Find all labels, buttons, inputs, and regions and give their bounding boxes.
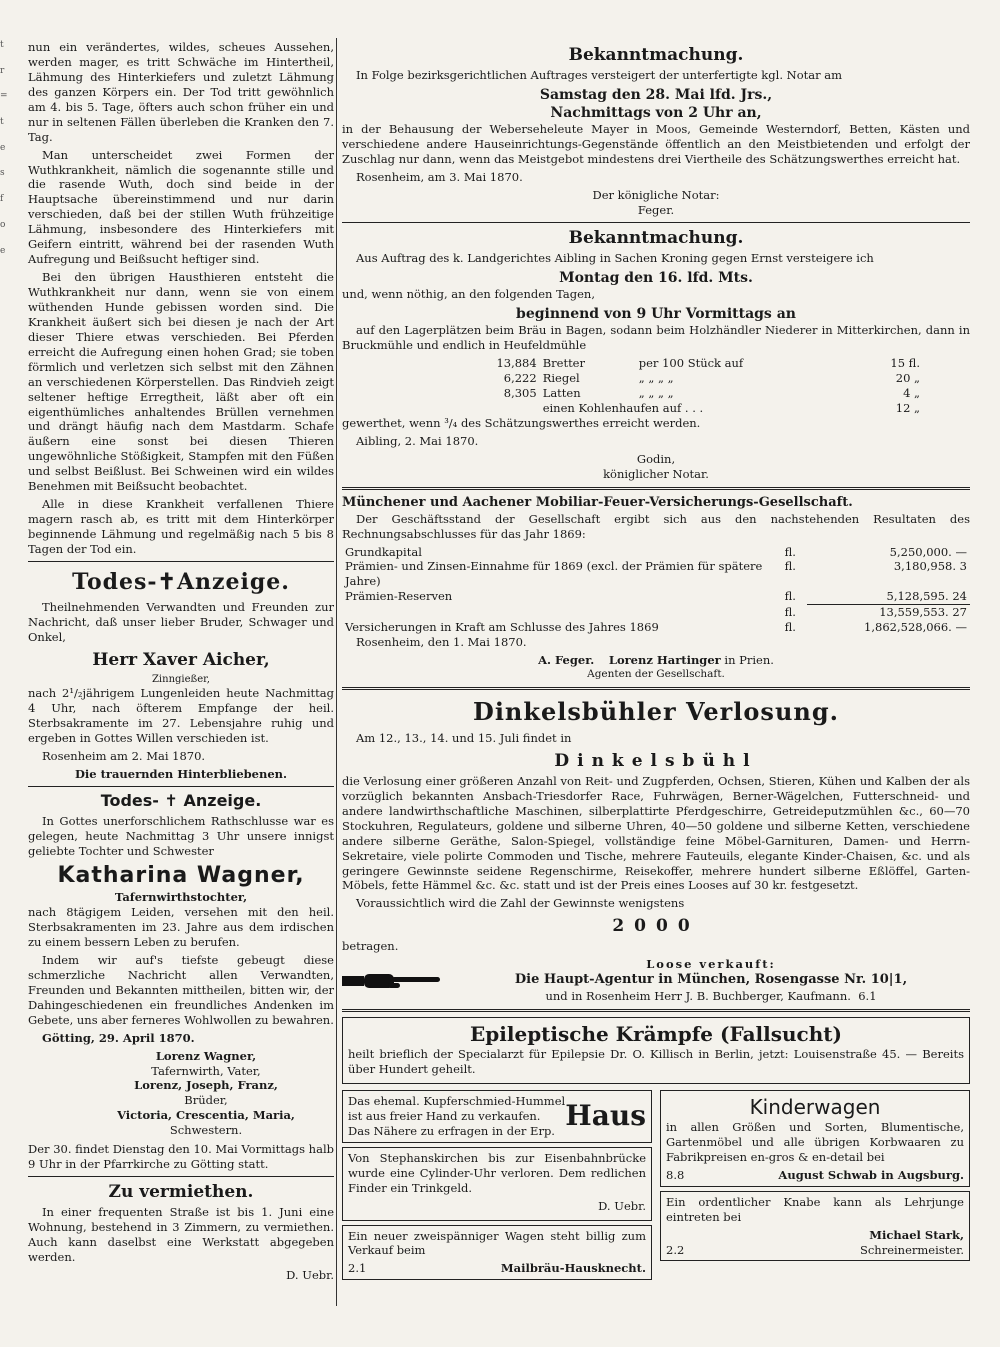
deceased-occupation: Tafernwirthstochter, [114, 890, 248, 905]
lottery-title: Dinkelsbühler Verlosung. [473, 696, 839, 726]
house-line: ist aus freier Hand zu verkaufen. [348, 1108, 541, 1123]
agent-name: A. Feger. [538, 653, 595, 668]
auction-date: Samstag den 28. Mai lfd. Jrs., [539, 87, 773, 104]
wagon-sig: Mailbräu-Hausknecht. [500, 1261, 646, 1276]
table-row: Prämien-Reserven fl. 5,128,595. 24 [342, 589, 970, 604]
signer-line: Lorenz Wagner, [155, 1048, 257, 1063]
house-big: Haus [565, 1099, 646, 1133]
signer-line: Lorenz, Joseph, Franz, [134, 1078, 278, 1093]
lost-watch-ad [342, 1147, 652, 1221]
table-row: 13,884 Bretter per 100 Stück auf 15 fl. [496, 356, 920, 371]
notice-auction-moos [342, 44, 970, 218]
signature-name: Godin, [636, 451, 676, 466]
deceased-occupation: Zinngießer, [151, 674, 210, 686]
left-column [28, 40, 334, 1286]
insurance-table [342, 545, 970, 636]
signature-role: königlicher Notar. [603, 466, 709, 481]
divider [28, 786, 334, 787]
pram-title: Kinderwagen [749, 1094, 881, 1119]
house-line: Das ehemal. Kupferschmied-Hummel [348, 1093, 566, 1108]
pram-body: in allen Größen und Sorten, Blumentische, Gartenmöbel und alle übrigen Korbwaaren zu Fabrikpreisen en-gros & en-detail bei [666, 1119, 964, 1164]
house-line: Das Nähere zu erfragen in der Erp. [348, 1123, 555, 1138]
pram-footer [666, 1168, 964, 1183]
lottery-agency-row [342, 957, 970, 1004]
divider [28, 561, 334, 562]
agent-place: in Prien. [724, 653, 774, 668]
article-paragraph: nun ein verändertes, wildes, scheues Aussehen, werden mager, es tritt Schwäche im Hintertheil, Lähmung des Hinterkiefers und zuletzt Lähmung des ganzen Körpers ein. Der Tod tritt gewöhnlich am 4. bis 5. Tage, öfters auch schon früher ein und nur in seltenen Fällen überleben die Kranken den 7. Tag. [28, 40, 334, 144]
article-paragraph: Bei den übrigen Hausthieren entsteht die Wuthkrankheit nur dann, wenn sie von einem wüthenden Hunde gebissen worden sind. Die Krankheit äußert sich bei diesen je nach der Art dieser Thiere etwas verschieden. Bei Pferden erreicht die Aufregung einen hohen Grad; sie toben förmlich und verletzen sich selbst mit den Zähnen an verschiedenen Körperstellen. Das Rindvieh zeigt seltener heftige Erregtheit, läßt aber oft ein eigenthümliches anhaltendes Brüllen vernehmen und drängt häufig nach dem Mastdarm. Schafe äußern eine sonst bei diesen Thieren ungewöhnliche Stößigkeit, Stampfen mit den Füßen und selbst Beißlust. Bei Schweinen wird ein wildes Benehmen mit Beißsucht beobachtet. [28, 270, 334, 494]
apprentice-body: Ein ordentlicher Knabe kann als Lehrjunge eintreten bei [666, 1194, 964, 1224]
notice-intro: In Gottes unerforschlichem Rathschlusse war es gelegen, heute Nachmittag 3 Uhr unsere innigst geliebte Tochter und Schwester [28, 813, 334, 858]
apprentice-sig2: Schreinermeister. [859, 1242, 964, 1257]
auction-date: Montag den 16. lfd. Mts. [559, 270, 753, 287]
notice-intro: Theilnehmenden Verwandten und Freunden zur Nachricht, daß unser lieber Bruder, Schwager und Onkel, [28, 600, 334, 645]
table-row: Grundkapital fl. 5,250,000. — [345, 544, 967, 559]
house-ad [342, 1090, 652, 1143]
notice-title: Bekanntmachung. [568, 45, 744, 65]
place-date: Rosenheim am 2. Mai 1870. [42, 749, 206, 764]
watch-ref: D. Uebr. [598, 1198, 646, 1213]
death-notice-wagner [28, 791, 334, 1172]
timber-table [452, 356, 923, 416]
notice-title: Todes-✝Anzeige. [72, 568, 290, 595]
table-row: fl. 13,559,553. 27 [784, 604, 967, 620]
apprentice-ad [660, 1191, 970, 1262]
article-paragraph: Alle in diese Krankheit verfallenen Thiere magern rasch ab, es tritt mit dem Hinterkörper beginnende Lähmung und regelmäßig nach 5 bis 8 Tagen der Tod ein. [28, 497, 334, 556]
signers [28, 1049, 334, 1139]
divider [342, 687, 970, 690]
insurance-statement [342, 495, 970, 682]
notice-tail: gewerthet, wenn ³/₄ des Schätzungswerthes erreicht werden. [342, 416, 701, 430]
pram-ref: 8.8 [666, 1167, 685, 1182]
pram-ad [660, 1090, 970, 1187]
agents-label: Agenten der Gesellschaft. [587, 668, 725, 681]
notice-body-2: Indem wir auf's tiefste gebeugt diese schmerzliche Nachricht allen Verwandten, Freunden und Bekannten mittheilen, bitten wir, der Dahingeschiedenen ein freundliches Andenken im Gebete, uns aber ferneres Wohlwollen zu bewahren. [28, 952, 334, 1027]
notice-body: in der Behausung der Weberseheleute Mayer in Moos, Gemeinde Westerndorf, Betten, Kästen und verschiedene andere Hauseinrichtungs-Gegenstände öffentlich an den Meistbietenden und erfolgt der Zuschlag nur dann, wenn das Meistgebot mindestens drei Viertheile des Schätzungswerthes erreicht hat. [342, 122, 970, 167]
lottery-ad [342, 696, 970, 1004]
signer-line: Tafernwirth, Vater, [151, 1063, 261, 1078]
rent-ref: D. Uebr. [286, 1267, 334, 1282]
funeral-note: Der 30. findet Dienstag den 10. Mai Vormittags halb 9 Uhr in der Pfarrkirche zu Götting statt. [28, 1142, 334, 1172]
lottery-sold: Loose verkauft: [646, 957, 776, 972]
notice-title: Bekanntmachung. [568, 228, 744, 249]
notice-body: nach 2¹/₂jährigem Lungenleiden heute Nachmittag 4 Uhr, nach öfterem Empfange der heil. Sterbsakramente im 27. Lebensjahre ruhig und ergeben in Gottes Willen verschieden ist. [28, 686, 334, 746]
divider [342, 487, 970, 490]
epilepsy-ad [342, 1017, 970, 1084]
notice-mid: und, wenn nöthig, an den folgenden Tagen, [342, 287, 595, 302]
column-separator [336, 38, 337, 1306]
table-row: Versicherungen in Kraft am Schlusse des Jahres 1869 fl. 1,862,528,066. — [345, 620, 967, 635]
table-row: 6,222 Riegel „ „ „ „ 20 „ [503, 371, 920, 386]
signature-role: Der königliche Notar: [592, 188, 720, 203]
small-ads-left [342, 1090, 652, 1280]
wagon-body: Ein neuer zweispänniger Wagen steht billig zum Verkauf beim [348, 1228, 646, 1258]
signer-line: Victoria, Crescentia, Maria, [117, 1108, 295, 1123]
pram-sig: August Schwab in Augsburg. [778, 1167, 964, 1182]
table-row: einen Kohlenhaufen auf . . . 12 „ [542, 401, 920, 416]
lottery-ref: 6.1 [858, 989, 877, 1004]
divider [28, 1176, 334, 1177]
lottery-dates: Am 12., 13., 14. und 15. Juli findet in [356, 730, 572, 745]
signer-line: Schwestern. [169, 1123, 243, 1138]
lottery-local: und in Rosenheim Herr J. B. Buchberger, Kaufmann. 6.1 [545, 989, 877, 1004]
agents [342, 653, 970, 668]
small-ads-row [342, 1090, 970, 1280]
notice-body: nach 8tägigem Leiden, versehen mit den heil. Sterbsakramenten im 23. Jahre aus dem irdischen zu einem bessern Leben zu berufen. [28, 905, 334, 950]
signoff: Die trauernden Hinterbliebenen. [74, 767, 288, 782]
epilepsy-title: Epileptische Krämpfe (Fallsucht) [470, 1022, 842, 1047]
left-margin-fragments: t r = t e s f o e [0, 40, 8, 256]
wagon-ad [342, 1225, 652, 1281]
deceased-name: Herr Xaver Aicher, [92, 650, 270, 671]
rent-body: In einer frequenten Straße ist bis 1. Juni eine Wohnung, bestehend in 3 Zimmern, zu vermiethen. Auch kann daselbst eine Werkstatt abgegeben werden. [28, 1205, 334, 1264]
place-date: Rosenheim, am 3. Mai 1870. [356, 170, 523, 185]
watch-body: Von Stephanskirchen bis zur Eisenbahnbrücke wurde eine Cylinder-Uhr verloren. Dem redlichen Finder ein Trinkgeld. [348, 1150, 646, 1195]
notice-auction-aibling [342, 227, 970, 482]
place-date: Götting, 29. April 1870. [42, 1030, 195, 1045]
signer-line: Brüder, [184, 1093, 228, 1108]
notice-lead: In Folge bezirksgerichtlichen Auftrages versteigert der unterfertigte kgl. Notar am [356, 68, 843, 83]
house-text [348, 1094, 565, 1139]
rent-notice [28, 1181, 334, 1283]
lottery-town: Dinkelsbühl [554, 750, 758, 771]
notice-lead: Aus Auftrag des k. Landgerichtes Aibling in Sachen Kroning gegen Ernst versteigere ich [356, 251, 874, 266]
notice-title: Todes- ✝ Anzeige. [100, 791, 262, 810]
place-date: Rosenheim, den 1. Mai 1870. [356, 635, 527, 650]
lottery-agency [452, 957, 970, 1004]
lottery-count: 2000 [612, 916, 700, 937]
epilepsy-body: heilt brieflich der Specialarzt für Epilepsie Dr. O. Killisch in Berlin, jetzt: Louisenstraße 45. — Bereits über Hundert geheilt. [348, 1047, 964, 1077]
agent-name: Lorenz Hartinger [608, 653, 721, 668]
lottery-prob: Voraussichtlich wird die Zahl der Gewinnste wenigstens [356, 896, 685, 911]
pointing-hand-icon [342, 971, 442, 991]
wagon-footer [348, 1261, 646, 1276]
divider [342, 1009, 970, 1012]
lottery-body: die Verlosung einer größeren Anzahl von Reit- und Zugpferden, Ochsen, Stieren, Kühen und Kalben der als vorzüglich bekannten Ansbach-Triesdorfer Race, Fuhrwägen, Berner-Wägelchen, Futterschneid- und andere landwirthschaftliche Maschinen, silberplattirte Pferdgeschirre, Getreideputzmühlen &c., 60—70 Stockuhren, Regulateurs, goldene und silberne Uhren, 40—50 goldene und silberne Ketten, verschiedene andere silberne Geräthe, Salon-Spiegel, vollständige feine Möbel-Garnituren, Damen- und Herrn-Sekretaire, viele polirte Commoden und Tische, mehrere Fauteuils, elegante Kinder-Chaisen, &c. und als geringere Gewinnste seidene Regenschirme, Reisekoffer, mehrere hundert silberne Eßlöffel, Garten-Möbels, fette Hämmel &c. &c. statt und ist der Preis eines Looses auf 30 kr. festgesetzt. [342, 773, 970, 893]
lottery-main-agency: Die Haupt-Agentur in München, Rosengasse Nr. 10|1, [514, 972, 908, 988]
lottery-betragen: betragen. [342, 939, 399, 954]
death-notice-aicher [28, 568, 334, 782]
insurance-title: Münchener und Aachener Mobiliar-Feuer-Versicherungs-Gesellschaft. [342, 494, 853, 510]
wagon-ref: 2.1 [348, 1261, 367, 1276]
table-row: 8,305 Latten „ „ „ „ 4 „ [503, 386, 920, 401]
insurance-lead: Der Geschäftsstand der Gesellschaft ergibt sich aus den nachstehenden Resultaten des Rechnungsabschlusses für das Jahr 1869: [342, 511, 970, 541]
apprentice-footer [666, 1243, 964, 1258]
place-date: Aibling, 2. Mai 1870. [356, 433, 479, 448]
notice-body: auf den Lagerplätzen beim Bräu in Bagen, sodann beim Holzhändler Niederer in Mitterkirchen, dann in Bruckmühle und endlich in Heufeldmühle [342, 323, 970, 353]
auction-time: Nachmittags von 2 Uhr an, [550, 105, 762, 122]
table-row: Prämien- und Zinsen-Einnahme für 1869 (excl. der Prämien für spätere Jahre) fl. 3,180,958. 3 [345, 559, 967, 589]
right-column [342, 40, 970, 1280]
apprentice-ref: 2.2 [666, 1242, 685, 1257]
deceased-name: Katharina Wagner, [57, 862, 305, 888]
divider [342, 222, 970, 223]
apprentice-sig: Michael Stark, [869, 1227, 964, 1242]
article-paragraph: Man unterscheidet zwei Formen der Wuthkrankheit, nämlich die sogenannte stille und die rasende Wuth, doch sind beide in der Hauptsache übereinstimmend und nur darin verschieden, daß bei der stillen Wuth frühzeitige Lähmung, insbesondere des Hinterkiefers mit Geifern eintritt, während bei der rasenden Wuth Aufregung und Beißsucht heftiger sind. [28, 147, 334, 267]
signature-name: Feger. [637, 203, 675, 218]
small-ads-right [660, 1090, 970, 1280]
auction-time: beginnend von 9 Uhr Vormittags an [516, 306, 796, 323]
rent-title: Zu vermiethen. [108, 1182, 254, 1203]
